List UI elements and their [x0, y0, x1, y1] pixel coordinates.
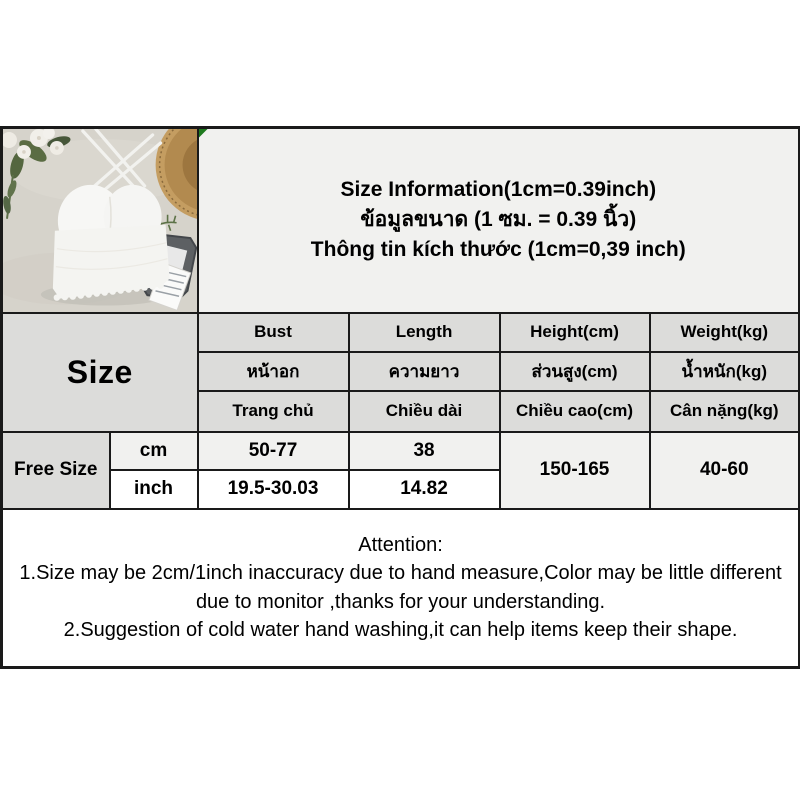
length-cm-value: 38 — [349, 432, 500, 470]
row-label-free-size: Free Size — [2, 432, 110, 509]
height-range-value: 150-165 — [500, 432, 650, 509]
corner-label-size: Size — [2, 313, 198, 432]
col-header-height-vi: Chiều cao(cm) — [500, 391, 650, 432]
col-header-height-th: ส่วนสูง(cm) — [500, 352, 650, 391]
weight-range-value: 40-60 — [650, 432, 800, 509]
size-info-title-vi: Thông tin kích thước (1cm=0,39 inch) — [310, 238, 686, 262]
col-header-length-th: ความยาว — [349, 352, 500, 391]
size-information-header-cell — [198, 128, 800, 313]
product-photo-cell — [2, 128, 198, 313]
col-header-height-en: Height(cm) — [500, 313, 650, 352]
col-header-bust-en: Bust — [198, 313, 349, 352]
bust-inch-value: 19.5-30.03 — [198, 470, 349, 509]
size-info-title-th: ข้อมูลขนาด (1 ซม. = 0.39 นิ้ว) — [360, 208, 637, 232]
bust-cm-value: 50-77 — [198, 432, 349, 470]
unit-label-cm: cm — [110, 432, 198, 470]
product-photo — [3, 129, 197, 312]
size-info-title-en: Size Information(1cm=0.39inch) — [340, 178, 657, 202]
size-chart-sheet — [0, 126, 798, 669]
col-header-length-vi: Chiều dài — [349, 391, 500, 432]
attention-heading: Attention: — [358, 533, 443, 556]
col-header-weight-th: น้ำหนัก(kg) — [650, 352, 800, 391]
col-header-bust-th: หน้าอก — [198, 352, 349, 391]
length-inch-value: 14.82 — [349, 470, 500, 509]
green-corner-flag-icon — [199, 129, 208, 138]
col-header-weight-en: Weight(kg) — [650, 313, 800, 352]
attention-note-cell — [2, 509, 800, 668]
size-chart-table — [0, 126, 800, 669]
col-header-bust-vi: Trang chủ — [198, 391, 349, 432]
table-row-cm — [2, 432, 800, 470]
attention-note-1: 1.Size may be 2cm/1inch inaccuracy due to hand measure,Color may be little different due to monitor ,thanks for your understanding. — [19, 562, 782, 613]
unit-label-inch: inch — [110, 470, 198, 509]
col-header-length-en: Length — [349, 313, 500, 352]
attention-note-2: 2.Suggestion of cold water hand washing,it can help items keep their shape. — [63, 619, 738, 642]
col-header-weight-vi: Cân nặng(kg) — [650, 391, 800, 432]
